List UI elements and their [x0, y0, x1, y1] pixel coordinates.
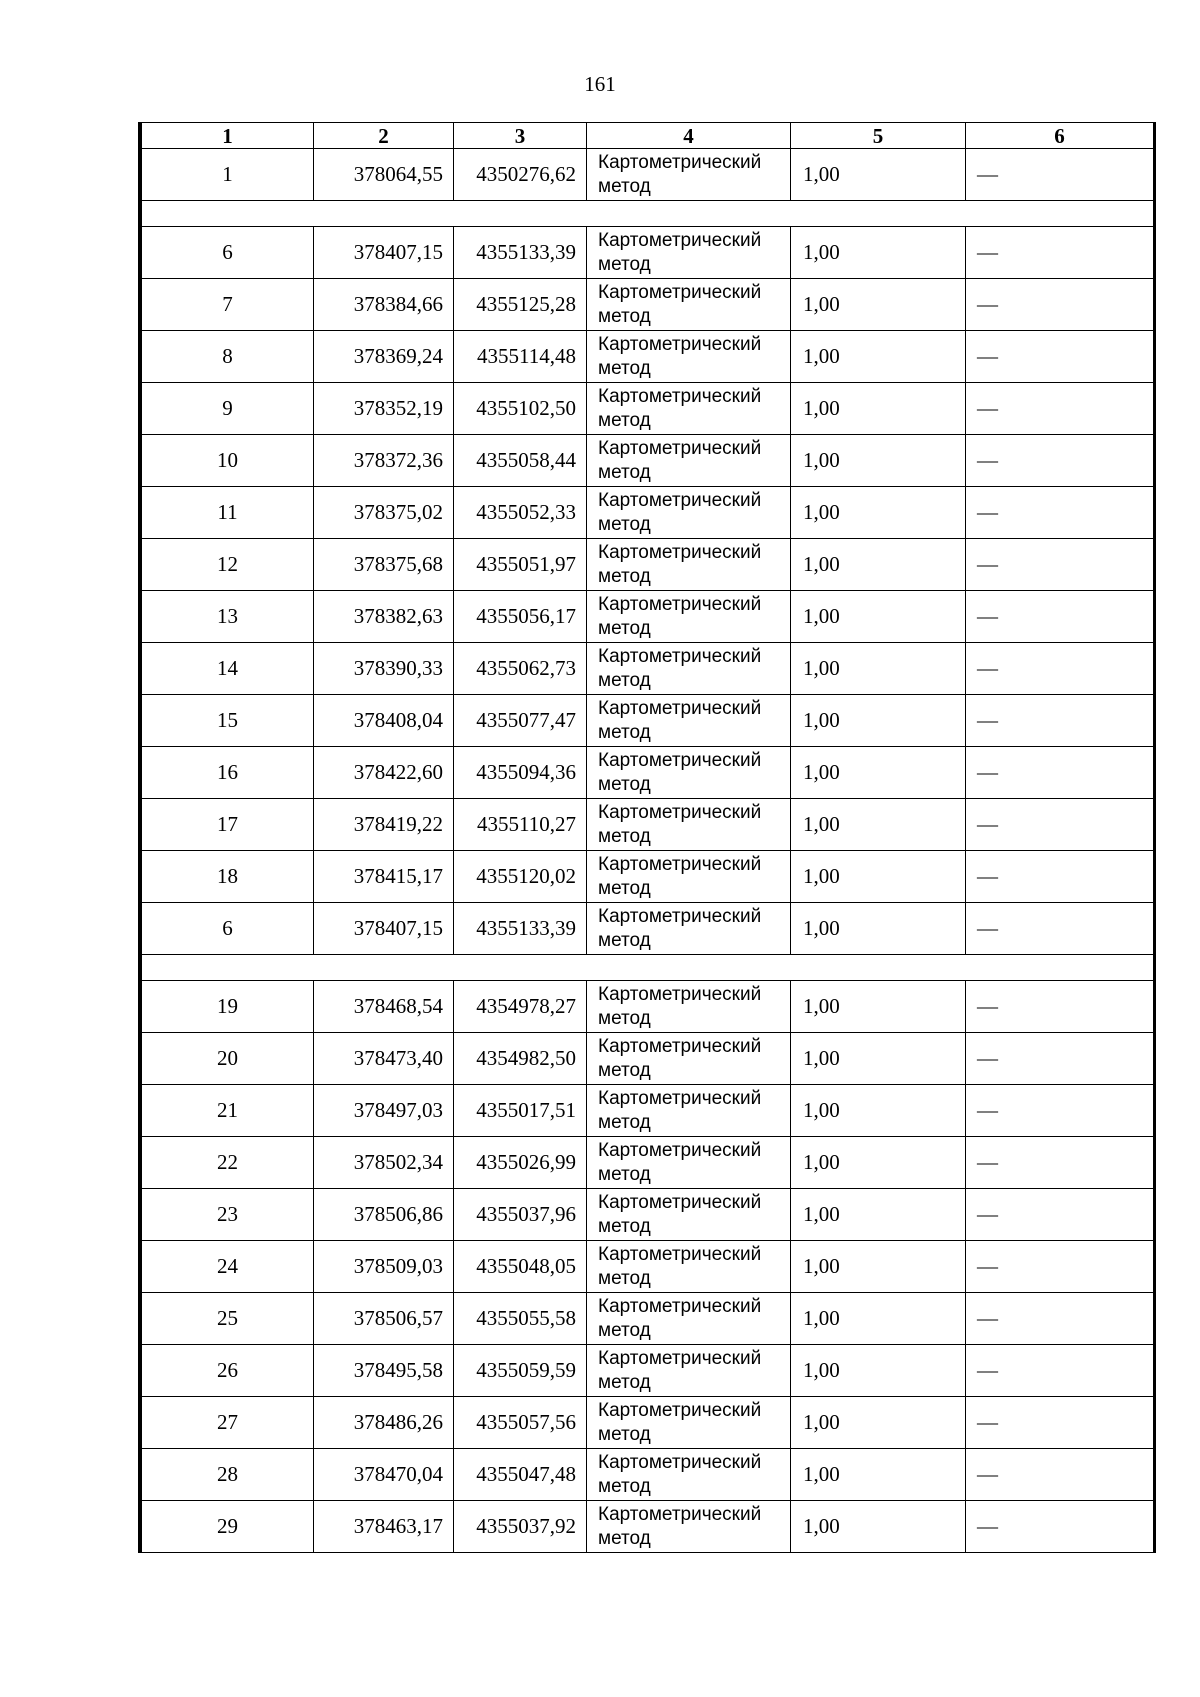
accuracy-cell: 1,00: [791, 279, 966, 331]
note-cell: —: [966, 149, 1154, 201]
note-cell: —: [966, 435, 1154, 487]
column-header: 1: [142, 123, 314, 149]
x-coordinate-cell: 378375,02: [314, 487, 454, 539]
accuracy-cell: 1,00: [791, 799, 966, 851]
y-coordinate-cell: 4354982,50: [454, 1033, 587, 1085]
y-coordinate-cell: 4355125,28: [454, 279, 587, 331]
note-cell: —: [966, 981, 1154, 1033]
note-cell: —: [966, 1293, 1154, 1345]
table-row: [142, 435, 1154, 487]
method-cell: Картометрический метод: [587, 331, 791, 383]
point-number-cell: 29: [142, 1501, 314, 1553]
method-cell: Картометрический метод: [587, 279, 791, 331]
accuracy-cell: 1,00: [791, 1137, 966, 1189]
x-coordinate-cell: 378506,57: [314, 1293, 454, 1345]
x-coordinate-cell: 378372,36: [314, 435, 454, 487]
table-row: [142, 747, 1154, 799]
method-cell: Картометрический метод: [587, 1241, 791, 1293]
accuracy-cell: 1,00: [791, 487, 966, 539]
method-cell: Картометрический метод: [587, 981, 791, 1033]
method-cell: Картометрический метод: [587, 1189, 791, 1241]
note-cell: —: [966, 1033, 1154, 1085]
y-coordinate-cell: 4355094,36: [454, 747, 587, 799]
point-number-cell: 8: [142, 331, 314, 383]
accuracy-cell: 1,00: [791, 227, 966, 279]
separator-cell: [142, 955, 1154, 981]
method-cell: Картометрический метод: [587, 1033, 791, 1085]
x-coordinate-cell: 378419,22: [314, 799, 454, 851]
method-cell: Картометрический метод: [587, 1137, 791, 1189]
point-number-cell: 17: [142, 799, 314, 851]
note-cell: —: [966, 1501, 1154, 1553]
y-coordinate-cell: 4355051,97: [454, 539, 587, 591]
accuracy-cell: 1,00: [791, 1397, 966, 1449]
table-row: [142, 1397, 1154, 1449]
accuracy-cell: 1,00: [791, 1085, 966, 1137]
method-cell: Картометрический метод: [587, 487, 791, 539]
method-cell: Картометрический метод: [587, 799, 791, 851]
note-cell: —: [966, 799, 1154, 851]
y-coordinate-cell: 4355026,99: [454, 1137, 587, 1189]
point-number-cell: 14: [142, 643, 314, 695]
note-cell: —: [966, 747, 1154, 799]
method-cell: Картометрический метод: [587, 539, 791, 591]
x-coordinate-cell: 378352,19: [314, 383, 454, 435]
note-cell: —: [966, 903, 1154, 955]
column-header: 4: [587, 123, 791, 149]
point-number-cell: 9: [142, 383, 314, 435]
note-cell: —: [966, 1137, 1154, 1189]
accuracy-cell: 1,00: [791, 695, 966, 747]
point-number-cell: 28: [142, 1449, 314, 1501]
point-number-cell: 18: [142, 851, 314, 903]
note-cell: —: [966, 643, 1154, 695]
table-row: [142, 799, 1154, 851]
point-number-cell: 15: [142, 695, 314, 747]
method-cell: Картометрический метод: [587, 149, 791, 201]
method-cell: Картометрический метод: [587, 1345, 791, 1397]
column-header: 3: [454, 123, 587, 149]
accuracy-cell: 1,00: [791, 1189, 966, 1241]
y-coordinate-cell: 4355133,39: [454, 227, 587, 279]
note-cell: —: [966, 1189, 1154, 1241]
y-coordinate-cell: 4355114,48: [454, 331, 587, 383]
point-number-cell: 6: [142, 227, 314, 279]
table-row: [142, 1085, 1154, 1137]
x-coordinate-cell: 378382,63: [314, 591, 454, 643]
note-cell: —: [966, 227, 1154, 279]
x-coordinate-cell: 378422,60: [314, 747, 454, 799]
table-row: [142, 227, 1154, 279]
method-cell: Картометрический метод: [587, 1449, 791, 1501]
accuracy-cell: 1,00: [791, 435, 966, 487]
point-number-cell: 27: [142, 1397, 314, 1449]
point-number-cell: 13: [142, 591, 314, 643]
y-coordinate-cell: 4355052,33: [454, 487, 587, 539]
accuracy-cell: 1,00: [791, 643, 966, 695]
accuracy-cell: 1,00: [791, 1449, 966, 1501]
table-row: [142, 383, 1154, 435]
table-row: [142, 591, 1154, 643]
x-coordinate-cell: 378390,33: [314, 643, 454, 695]
note-cell: —: [966, 1241, 1154, 1293]
y-coordinate-cell: 4355057,56: [454, 1397, 587, 1449]
table-row: [142, 851, 1154, 903]
point-number-cell: 20: [142, 1033, 314, 1085]
table-row: [142, 1345, 1154, 1397]
point-number-cell: 22: [142, 1137, 314, 1189]
table-row: [142, 279, 1154, 331]
table-row: [142, 1293, 1154, 1345]
method-cell: Картометрический метод: [587, 1085, 791, 1137]
y-coordinate-cell: 4354978,27: [454, 981, 587, 1033]
accuracy-cell: 1,00: [791, 383, 966, 435]
table-row: [142, 903, 1154, 955]
point-number-cell: 23: [142, 1189, 314, 1241]
table-row: [142, 539, 1154, 591]
table-row: [142, 149, 1154, 201]
coordinates-table: [141, 122, 1154, 1553]
method-cell: Картометрический метод: [587, 383, 791, 435]
table-body: [142, 149, 1154, 1553]
note-cell: —: [966, 695, 1154, 747]
point-number-cell: 12: [142, 539, 314, 591]
x-coordinate-cell: 378468,54: [314, 981, 454, 1033]
table-row: [142, 643, 1154, 695]
method-cell: Картометрический метод: [587, 591, 791, 643]
note-cell: —: [966, 331, 1154, 383]
accuracy-cell: 1,00: [791, 591, 966, 643]
column-header: 2: [314, 123, 454, 149]
point-number-cell: 24: [142, 1241, 314, 1293]
accuracy-cell: 1,00: [791, 747, 966, 799]
note-cell: —: [966, 383, 1154, 435]
x-coordinate-cell: 378495,58: [314, 1345, 454, 1397]
note-cell: —: [966, 1397, 1154, 1449]
table-row: [142, 981, 1154, 1033]
table-row: [142, 1033, 1154, 1085]
accuracy-cell: 1,00: [791, 1345, 966, 1397]
accuracy-cell: 1,00: [791, 149, 966, 201]
accuracy-cell: 1,00: [791, 1293, 966, 1345]
accuracy-cell: 1,00: [791, 331, 966, 383]
x-coordinate-cell: 378473,40: [314, 1033, 454, 1085]
y-coordinate-cell: 4355037,96: [454, 1189, 587, 1241]
note-cell: —: [966, 1449, 1154, 1501]
y-coordinate-cell: 4355017,51: [454, 1085, 587, 1137]
method-cell: Картометрический метод: [587, 747, 791, 799]
point-number-cell: 21: [142, 1085, 314, 1137]
accuracy-cell: 1,00: [791, 1033, 966, 1085]
y-coordinate-cell: 4355056,17: [454, 591, 587, 643]
x-coordinate-cell: 378384,66: [314, 279, 454, 331]
y-coordinate-cell: 4355077,47: [454, 695, 587, 747]
y-coordinate-cell: 4355055,58: [454, 1293, 587, 1345]
note-cell: —: [966, 851, 1154, 903]
y-coordinate-cell: 4355102,50: [454, 383, 587, 435]
group-separator-row: [142, 201, 1154, 227]
table-row: [142, 1501, 1154, 1553]
method-cell: Картометрический метод: [587, 643, 791, 695]
x-coordinate-cell: 378509,03: [314, 1241, 454, 1293]
note-cell: —: [966, 539, 1154, 591]
note-cell: —: [966, 487, 1154, 539]
x-coordinate-cell: 378502,34: [314, 1137, 454, 1189]
group-separator-row: [142, 955, 1154, 981]
x-coordinate-cell: 378064,55: [314, 149, 454, 201]
accuracy-cell: 1,00: [791, 903, 966, 955]
point-number-cell: 1: [142, 149, 314, 201]
method-cell: Картометрический метод: [587, 851, 791, 903]
accuracy-cell: 1,00: [791, 1501, 966, 1553]
point-number-cell: 25: [142, 1293, 314, 1345]
x-coordinate-cell: 378408,04: [314, 695, 454, 747]
x-coordinate-cell: 378486,26: [314, 1397, 454, 1449]
table-row: [142, 1449, 1154, 1501]
column-header: 5: [791, 123, 966, 149]
y-coordinate-cell: 4355120,02: [454, 851, 587, 903]
point-number-cell: 11: [142, 487, 314, 539]
page-number: 161: [584, 72, 616, 96]
x-coordinate-cell: 378470,04: [314, 1449, 454, 1501]
y-coordinate-cell: 4355062,73: [454, 643, 587, 695]
method-cell: Картометрический метод: [587, 1293, 791, 1345]
y-coordinate-cell: 4355037,92: [454, 1501, 587, 1553]
method-cell: Картометрический метод: [587, 1501, 791, 1553]
table-header-row: [142, 123, 1154, 149]
coordinates-table-frame: [138, 122, 1156, 1553]
x-coordinate-cell: 378407,15: [314, 903, 454, 955]
method-cell: Картометрический метод: [587, 227, 791, 279]
y-coordinate-cell: 4355059,59: [454, 1345, 587, 1397]
column-header: 6: [966, 123, 1154, 149]
x-coordinate-cell: 378415,17: [314, 851, 454, 903]
accuracy-cell: 1,00: [791, 981, 966, 1033]
note-cell: —: [966, 1345, 1154, 1397]
x-coordinate-cell: 378375,68: [314, 539, 454, 591]
x-coordinate-cell: 378506,86: [314, 1189, 454, 1241]
separator-cell: [142, 201, 1154, 227]
point-number-cell: 16: [142, 747, 314, 799]
x-coordinate-cell: 378463,17: [314, 1501, 454, 1553]
point-number-cell: 19: [142, 981, 314, 1033]
table-row: [142, 331, 1154, 383]
note-cell: —: [966, 1085, 1154, 1137]
note-cell: —: [966, 279, 1154, 331]
accuracy-cell: 1,00: [791, 539, 966, 591]
point-number-cell: 6: [142, 903, 314, 955]
point-number-cell: 7: [142, 279, 314, 331]
x-coordinate-cell: 378407,15: [314, 227, 454, 279]
accuracy-cell: 1,00: [791, 1241, 966, 1293]
note-cell: —: [966, 591, 1154, 643]
y-coordinate-cell: 4355110,27: [454, 799, 587, 851]
point-number-cell: 26: [142, 1345, 314, 1397]
y-coordinate-cell: 4355133,39: [454, 903, 587, 955]
y-coordinate-cell: 4355047,48: [454, 1449, 587, 1501]
table-row: [142, 487, 1154, 539]
method-cell: Картометрический метод: [587, 903, 791, 955]
method-cell: Картометрический метод: [587, 1397, 791, 1449]
table-row: [142, 1241, 1154, 1293]
table-row: [142, 1189, 1154, 1241]
method-cell: Картометрический метод: [587, 695, 791, 747]
table-row: [142, 1137, 1154, 1189]
method-cell: Картометрический метод: [587, 435, 791, 487]
point-number-cell: 10: [142, 435, 314, 487]
y-coordinate-cell: 4350276,62: [454, 149, 587, 201]
x-coordinate-cell: 378369,24: [314, 331, 454, 383]
accuracy-cell: 1,00: [791, 851, 966, 903]
x-coordinate-cell: 378497,03: [314, 1085, 454, 1137]
y-coordinate-cell: 4355048,05: [454, 1241, 587, 1293]
y-coordinate-cell: 4355058,44: [454, 435, 587, 487]
table-row: [142, 695, 1154, 747]
